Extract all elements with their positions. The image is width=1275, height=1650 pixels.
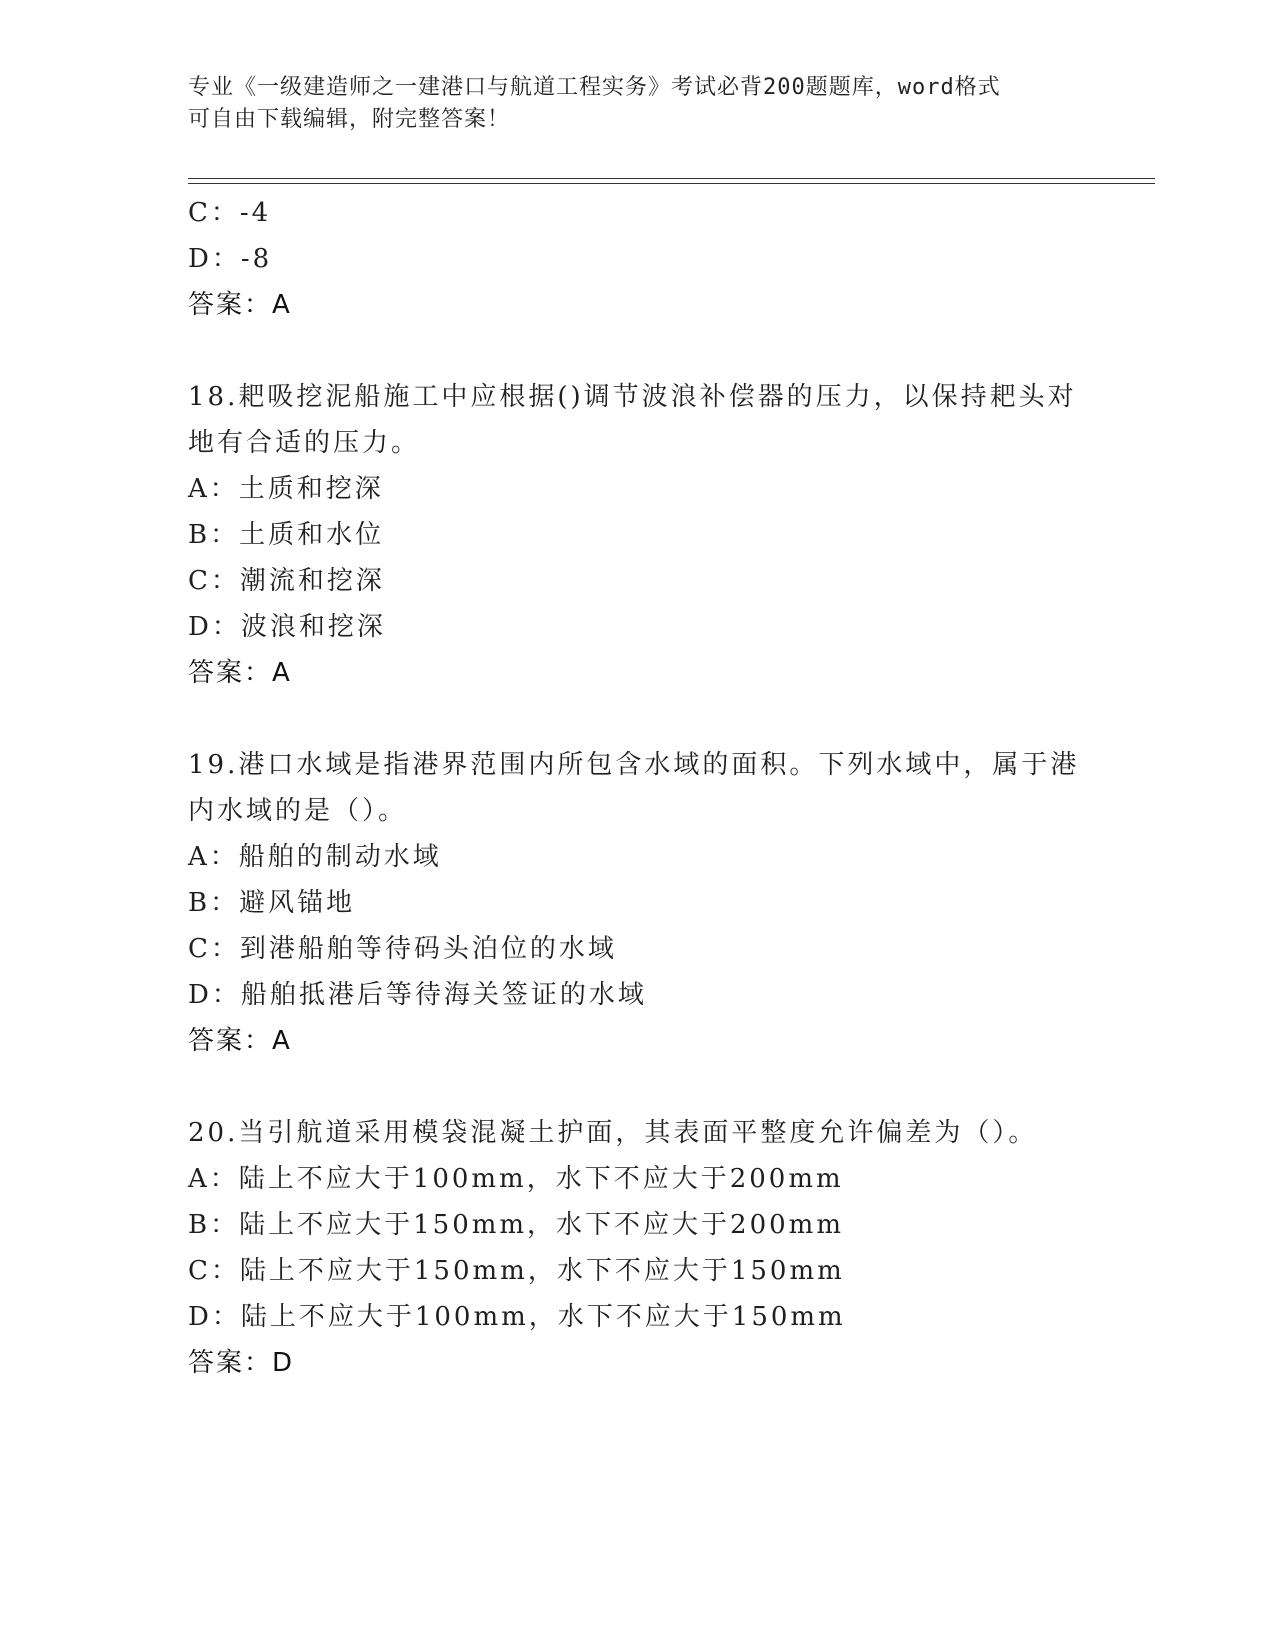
question-text-line: 19.港口水域是指港界范围内所包含水域的面积。下列水域中，属于港: [188, 750, 1080, 780]
question-text-line: 20.当引航道采用模袋混凝土护面，其表面平整度允许偏差为（）。: [188, 1118, 1038, 1148]
option-c: C：潮流和挖深: [188, 566, 385, 596]
option-c: C：到港船舶等待码头泊位的水域: [188, 934, 617, 964]
option-c: C：陆上不应大于150mm，水下不应大于150mm: [188, 1256, 845, 1286]
answer-line: 答案：A: [188, 1026, 292, 1056]
option-b: B：土质和水位: [188, 520, 385, 550]
question-18: [188, 374, 1088, 696]
header-title-line-1: 专业《一级建造师之一建港口与航道工程实务》考试必背200题题库，word格式: [188, 75, 1001, 100]
option-b: B：陆上不应大于150mm，水下不应大于200mm: [188, 1210, 844, 1240]
question-list: [188, 190, 1088, 1386]
answer-line: 答案：A: [188, 658, 292, 688]
question-20: [188, 1110, 1088, 1386]
option-c: C：-4: [188, 198, 272, 228]
option-d: D：船舶抵港后等待海关签证的水域: [188, 980, 647, 1010]
answer-line: 答案：A: [188, 290, 292, 320]
option-d: D：波浪和挖深: [188, 612, 386, 642]
header-divider-bottom: [188, 183, 1155, 184]
prev-question-tail: [188, 190, 1088, 328]
option-d: D：-8: [188, 244, 273, 274]
header-divider-top: [188, 178, 1155, 179]
option-d: D：陆上不应大于100mm，水下不应大于150mm: [188, 1302, 846, 1332]
option-a: A：土质和挖深: [188, 474, 384, 504]
question-text-line: 18.耙吸挖泥船施工中应根据()调节波浪补偿器的压力，以保持耙头对: [188, 382, 1077, 412]
answer-line: 答案：D: [188, 1348, 295, 1378]
document-header: [188, 72, 1088, 136]
question-text-line: 地有合适的压力。: [188, 428, 421, 458]
question-text-line: 内水域的是（）。: [188, 796, 408, 826]
option-a: A：陆上不应大于100mm，水下不应大于200mm: [188, 1164, 844, 1194]
option-b: B：避风锚地: [188, 888, 356, 918]
question-19: [188, 742, 1088, 1064]
header-title-line-2: 可自由下载编辑，附完整答案！: [188, 107, 511, 132]
option-a: A：船舶的制动水域: [188, 842, 442, 872]
